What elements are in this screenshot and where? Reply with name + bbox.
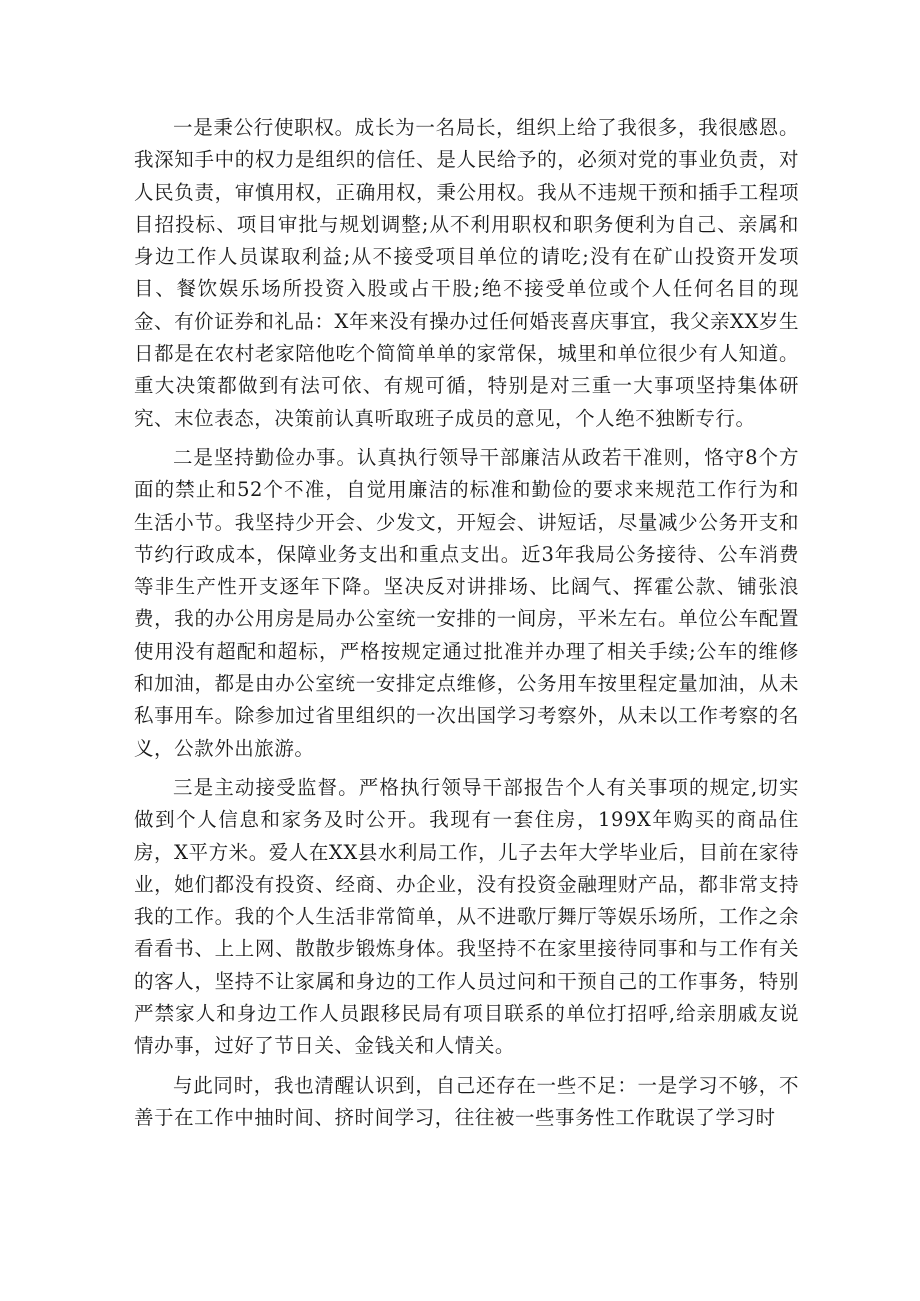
paragraph-shortcomings: 与此同时，我也清醒认识到，自己还存在一些不足：一是学习不够，不善于在工作中抽时间、挤时间学习，往往被一些事务性工作耽误了学习时 <box>134 1073 799 1129</box>
paragraph-integrity: 一是秉公行使职权。成长为一名局长，组织上给了我很多，我很感恩。我深知手中的权力是组织的信任、是人民给予的，必须对党的事业负责，对人民负责，审慎用权，正确用权，秉公用权。我从不违规干预和插手工程项目招投标、项目审批与规划调整;从不利用职权和职务便利为自己、亲属和身边工作人员谋取利益;从不接受项目单位的请吃;没有在矿山投资开发项目、餐饮娱乐场所投资入股或占干股;绝不接受单位或个人任何名目的现金、有价证券和礼品：X年来没有操办过任何婚丧喜庆事宜，我父亲XX岁生日都是在农村老家陪他吃个简简单单的家常保，城里和单位很少有人知道。重大决策都做到有法可依、有规可循，特别是对三重一大事项坚持集体研究、末位表态，决策前认真听取班子成员的意见，个人绝不独断专行。 <box>134 116 799 430</box>
paragraph-supervision: 三是主动接受监督。严格执行领导干部报告个人有关事项的规定,切实做到个人信息和家务及时公开。我现有一套住房，199X年购买的商品住房，X平方米。爱人在XX县水利局工作，儿子去年大学毕业后，目前在家待业，她们都没有投资、经商、办企业，没有投资金融理财产品，都非常支持我的工作。我的个人生活非常简单，从不进歌厅舞厅等娱乐场所，工作之余看看书、上上网、散散步锻炼身体。我坚持不在家里接待同事和与工作有关的客人，坚持不让家属和身边的工作人员过问和干预自己的工作事务，特别严禁家人和身边工作人员跟移民局有项目联系的单位打招呼,给亲朋戚友说情办事，过好了节日关、金钱关和人情关。 <box>134 775 799 1058</box>
paragraph-frugality: 二是坚持勤俭办事。认真执行领导干部廉洁从政若干准则，恪守8个方面的禁止和52个不准，自觉用廉洁的标准和勤俭的要求来规范工作行为和生活小节。我坚持少开会、少发文，开短会、讲短话，尽量减少公务开支和节约行政成本，保障业务支出和重点支出。近3年我局公务接待、公车消费等非生产性开支逐年下降。坚决反对讲排场、比阔气、挥霍公款、铺张浪费，我的办公用房是局办公室统一安排的一间房，平米左右。单位公车配置使用没有超配和超标，严格按规定通过批准并办理了相关手续;公车的维修和加油，都是由办公室统一安排定点维修，公务用车按里程定量加油，从未私事用车。除参加过省里组织的一次出国学习考察外，从未以工作考察的名义，公款外出旅游。 <box>134 445 799 760</box>
document-body <box>134 112 799 1141</box>
